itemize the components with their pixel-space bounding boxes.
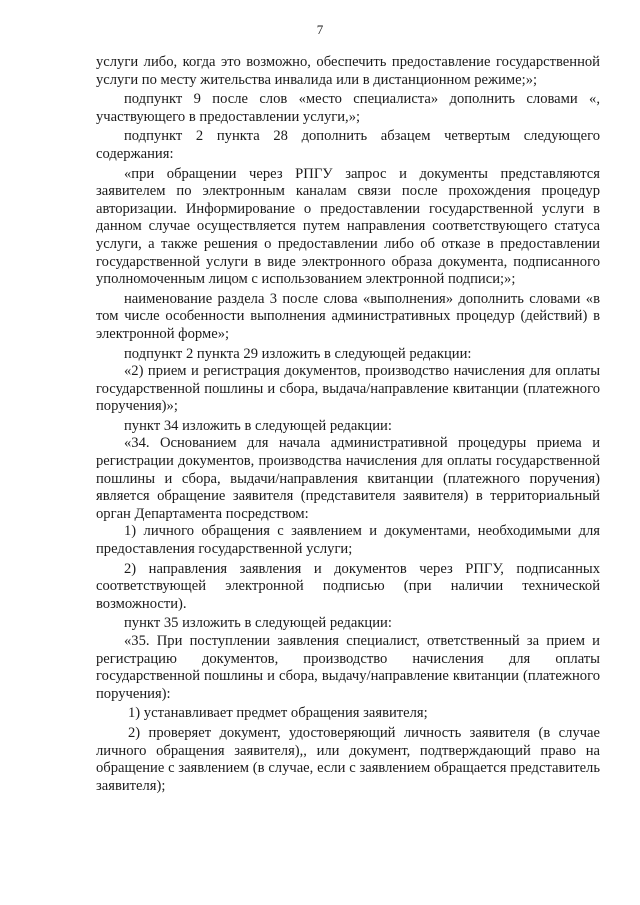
page-number: 7 [316,22,324,37]
paragraph: пункт 35 изложить в следующей редакции: [124,615,392,632]
paragraph: «при обращении через РПГУ запрос и документы представляются заявителем по электронным каналам связи после прохождения процедур авторизации. Информирование о предоставлении государственной услуги в данном случае осуществляется путем направления соответствующего статуса услуги, а также решения о предоставлении либо об отказе в предоставлении государственной услуги в виде электронного образа документа, подписанного уполномоченным лицом с использованием электронной подписи;»; [96,165,600,288]
paragraph: 1) устанавливает предмет обращения заявителя; [128,705,428,722]
paragraph: «35. При поступлении заявления специалист, ответственный за прием и регистрацию документов, производство начисления для оплаты государственной пошлины и сбора, выдачу/направление квитанции (платежного поручения): [96,633,600,702]
paragraph: подпункт 9 после слов «место специалиста» дополнить словами «, участвующего в предоставлении услуги,»; [96,91,600,125]
paragraph: пункт 34 изложить в следующей редакции: [124,417,392,434]
paragraph: 2) направления заявления и документов через РПГУ, подписанных соответствующей электронной подписью (при наличии технической возможности). [96,560,600,612]
document-body [96,54,600,795]
paragraph: «2) прием и регистрация документов, производство начисления для оплаты государственной пошлины и сбора, выдача/направление квитанции (платежного поручения)»; [96,363,600,415]
paragraph: подпункт 2 пункта 28 дополнить абзацем четвертым следующего содержания: [96,128,600,162]
paragraph: подпункт 2 пункта 29 изложить в следующей редакции: [124,345,472,362]
paragraph: наименование раздела 3 после слова «выполнения» дополнить словами «в том числе особенности выполнения административных процедур (действий) в электронной форме»; [96,290,600,342]
paragraph: «34. Основанием для начала административной процедуры приема и регистрации документов, производства начисления для оплаты государственной пошлины и сбора, выдачи/направления квитанции (платежного поручения) является обращение заявителя (представителя заявителя) в территориальный орган Департамента посредством: [96,435,600,522]
paragraph: услуги либо, когда это возможно, обеспечить предоставление государственной услуги по месту жительства инвалида или в дистанционном режиме;»; [96,54,600,88]
paragraph: 2) проверяет документ, удостоверяющий личность заявителя (в случае личного обращения заявителя),, или документ, подтверждающий право на обращение с заявлением (в случае, если с заявлением обращается представитель заявителя); [96,724,600,794]
paragraph: 1) личного обращения с заявлением и документами, необходимыми для предоставления государственной услуги; [96,523,600,558]
